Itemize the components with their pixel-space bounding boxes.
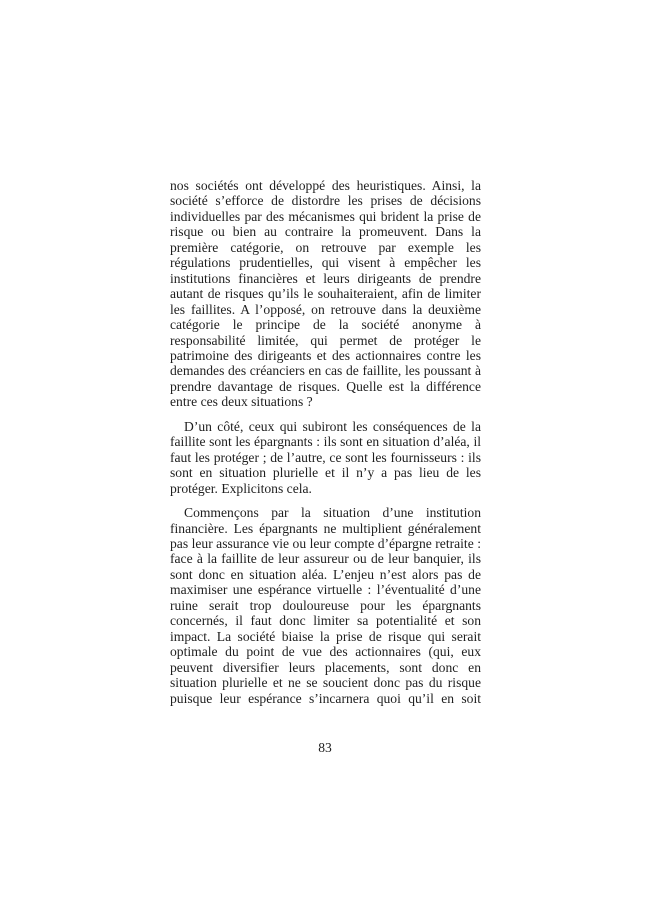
paragraph-2: D’un côté, ceux qui subiront les conséquences de la faillite sont les épargnants : ils sont en situation d’aléa, il faut les protéger ; de l’autre, ce sont les fournisseurs : ils sont en situation plurielle et il n’y a pas lieu de les protéger. Explicitons cela. [170,418,481,496]
paragraph-1: nos sociétés ont développé des heuristiques. Ainsi, la société s’efforce de distordre les prises de décisions individuelles par des mécanismes qui brident la prise de risque ou bien au contraire la promeuvent. Dans la première catégorie, on retrouve par exemple les régulations prudentielles, qui visent à empêcher les institutions financières et leurs dirigeants de prendre autant de risques qu’ils le souhaiteraient, afin de limiter les faillites. A l’opposé, on retrouve dans la deuxième catégorie le principe de la société anonyme à responsabilité limitée, qui permet de protéger le patrimoine des dirigeants et des actionnaires contre les demandes des créanciers en cas de faillite, les poussant à prendre davantage de risques. Quelle est la différence entre ces deux situations ? [170,178,481,410]
page-number: 83 [318,740,332,755]
paragraph-3: Commençons par la situation d’une institution financière. Les épargnants ne multiplient généralement pas leur assurance vie ou leur compte d’épargne retraite : face à la faillite de leur assureur ou de leur banquier, ils sont donc en situation aléa. L’enjeu n’est alors pas de maximiser une espérance virtuelle : l’éventualité d’une ruine serait trop douloureuse pour les épargnants concernés, il faut donc limiter sa potentialité et son impact. La société biaise la prise de risque qui serait optimale du point de vue des actionnaires (qui, eux peuvent diversifier leurs placements, sont donc en situation plurielle et ne se soucient donc pas du risque puisque leur espérance s’incarnera quoi qu’il en soit [170,505,481,706]
page-body [170,178,481,715]
